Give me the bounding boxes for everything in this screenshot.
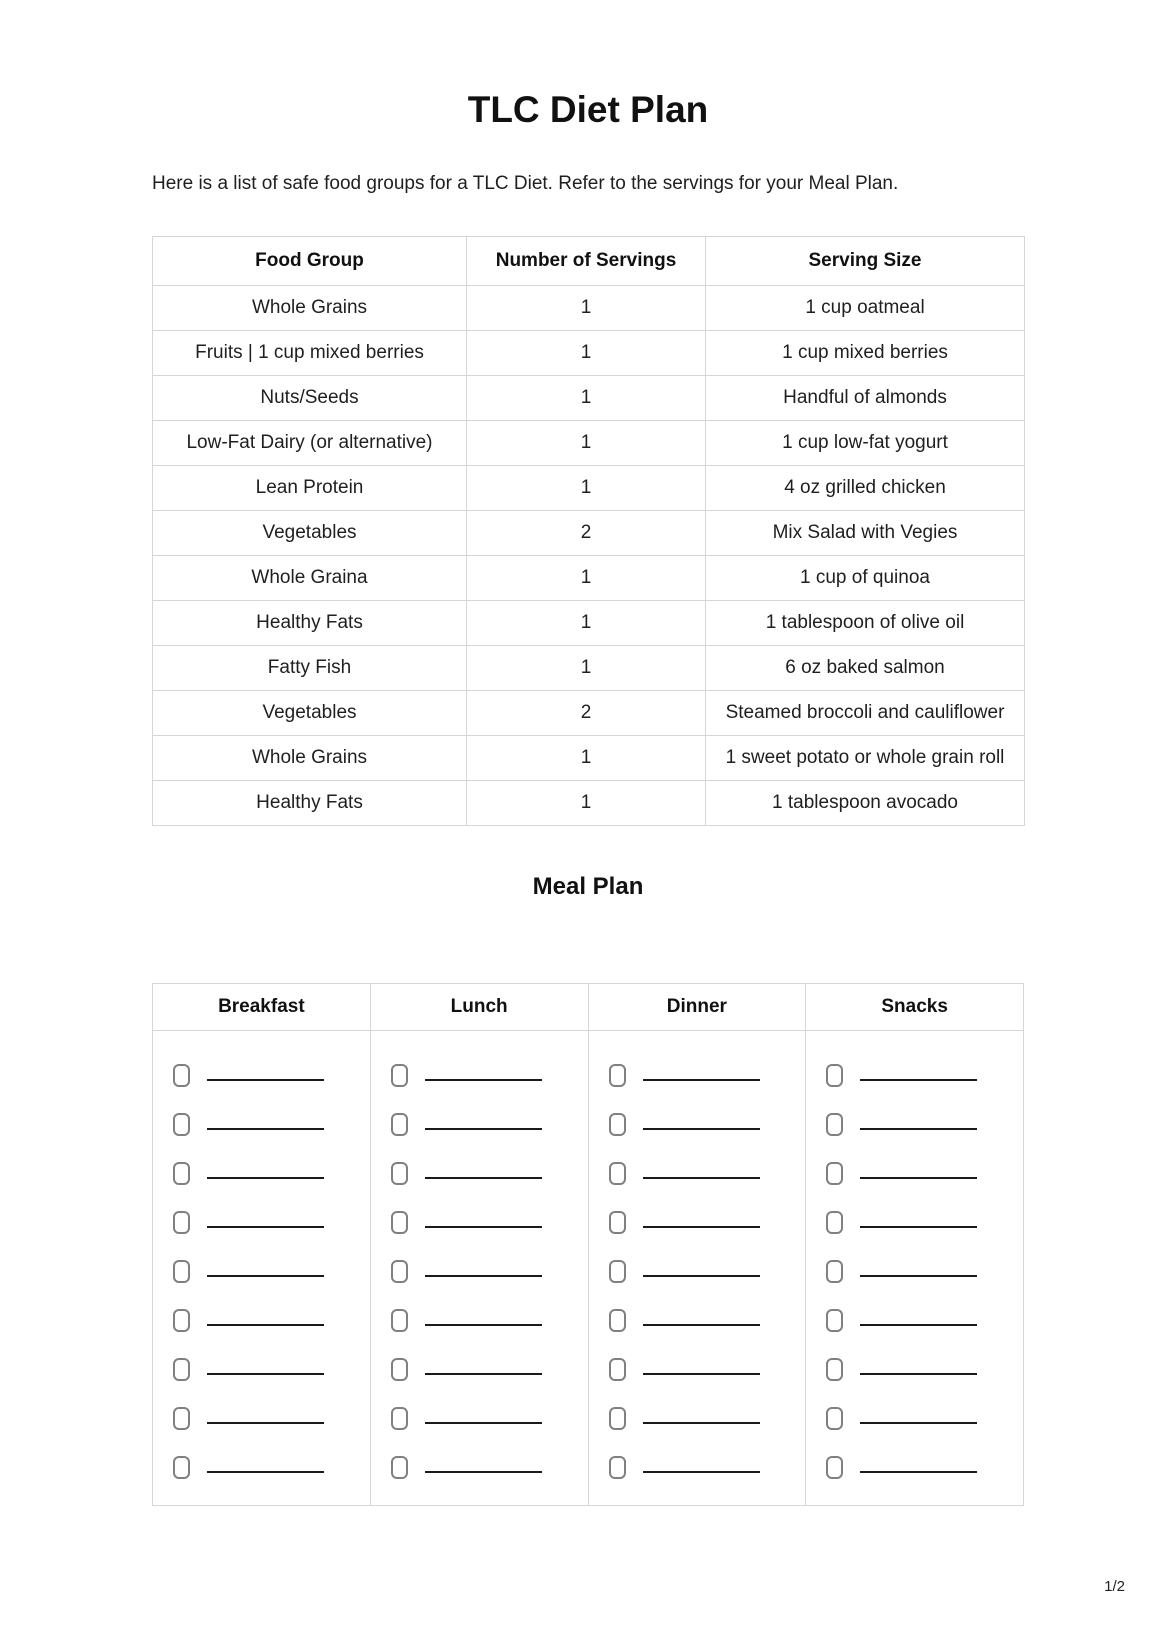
meal-entry (609, 1456, 806, 1479)
meal-entry-checkbox[interactable] (391, 1162, 408, 1185)
meal-entry (173, 1260, 370, 1283)
food-table-row (153, 781, 1025, 826)
meal-entry (391, 1064, 588, 1087)
food-table-cell-serving-size: 1 cup of quinoa (706, 556, 1025, 601)
food-table-cell-food-group: Vegetables (153, 511, 467, 556)
meal-entry-write-line[interactable] (860, 1226, 977, 1228)
meal-entry-checkbox[interactable] (826, 1358, 843, 1381)
food-table-header-number-of-servings: Number of Servings (467, 237, 706, 286)
meal-entry-checkbox[interactable] (609, 1309, 626, 1332)
meal-entry-write-line[interactable] (643, 1177, 760, 1179)
meal-entry (173, 1162, 370, 1185)
meal-entry-checkbox[interactable] (391, 1456, 408, 1479)
meal-entry-write-line[interactable] (425, 1275, 542, 1277)
food-table-cell-servings: 1 (467, 376, 706, 421)
food-table-cell-servings: 1 (467, 736, 706, 781)
meal-entry (391, 1113, 588, 1136)
meal-entry (609, 1358, 806, 1381)
meal-entry-checkbox[interactable] (173, 1211, 190, 1234)
meal-entry-checkbox[interactable] (173, 1407, 190, 1430)
meal-entry (609, 1260, 806, 1283)
food-table-cell-food-group: Whole Grains (153, 736, 467, 781)
food-table-cell-serving-size: 1 sweet potato or whole grain roll (706, 736, 1025, 781)
meal-entry-checkbox[interactable] (609, 1456, 626, 1479)
meal-entry-write-line[interactable] (207, 1177, 324, 1179)
meal-entry-checkbox[interactable] (391, 1113, 408, 1136)
food-table-cell-serving-size: Handful of almonds (706, 376, 1025, 421)
meal-entry-checkbox[interactable] (391, 1064, 408, 1087)
food-table-cell-food-group: Healthy Fats (153, 781, 467, 826)
meal-entry (173, 1064, 370, 1087)
meal-entry-write-line[interactable] (643, 1079, 760, 1081)
meal-entry (391, 1358, 588, 1381)
meal-entry-checkbox[interactable] (826, 1211, 843, 1234)
page-title: TLC Diet Plan (467, 89, 709, 130)
meal-entry-checkbox[interactable] (826, 1064, 843, 1087)
meal-entry-checkbox[interactable] (173, 1260, 190, 1283)
meal-plan-head (153, 984, 1024, 1031)
food-table-cell-serving-size: 1 cup oatmeal (706, 286, 1025, 331)
meal-entry-checkbox[interactable] (826, 1309, 843, 1332)
meal-entry-write-line[interactable] (425, 1422, 542, 1424)
food-table-cell-serving-size: 4 oz grilled chicken (706, 466, 1025, 511)
food-table-cell-servings: 1 (467, 286, 706, 331)
meal-entry-checkbox[interactable] (173, 1064, 190, 1087)
meal-entry-checkbox[interactable] (391, 1407, 408, 1430)
meal-entry-write-line[interactable] (207, 1079, 324, 1081)
page-number: 1/2 (1104, 1578, 1125, 1595)
meal-entry-write-line[interactable] (860, 1128, 977, 1130)
food-table-cell-food-group: Nuts/Seeds (153, 376, 467, 421)
food-table-cell-food-group: Low-Fat Dairy (or alternative) (153, 421, 467, 466)
meal-plan-header-snacks: Snacks (806, 984, 1024, 1031)
meal-entry-write-line[interactable] (860, 1079, 977, 1081)
meal-entry-checkbox[interactable] (391, 1211, 408, 1234)
meal-entry-write-line[interactable] (207, 1422, 324, 1424)
meal-entry-write-line[interactable] (425, 1128, 542, 1130)
meal-entry-checkbox[interactable] (173, 1309, 190, 1332)
meal-entry (609, 1064, 806, 1087)
meal-entry (826, 1162, 1023, 1185)
meal-entry-checkbox[interactable] (391, 1309, 408, 1332)
meal-plan-body (153, 1031, 1024, 1506)
meal-plan-column-breakfast (153, 1031, 371, 1506)
meal-entry-checkbox[interactable] (173, 1113, 190, 1136)
meal-entry-write-line[interactable] (207, 1275, 324, 1277)
meal-entry (826, 1113, 1023, 1136)
meal-entry (609, 1162, 806, 1185)
food-table-cell-servings: 1 (467, 421, 706, 466)
meal-entry-write-line[interactable] (425, 1226, 542, 1228)
food-table-row (153, 286, 1025, 331)
food-table-cell-servings: 1 (467, 556, 706, 601)
food-table-cell-serving-size: 1 tablespoon of olive oil (706, 601, 1025, 646)
meal-entry-checkbox[interactable] (826, 1407, 843, 1430)
meal-plan-column-snacks (806, 1031, 1024, 1506)
food-table-row (153, 691, 1025, 736)
food-table-row (153, 331, 1025, 376)
meal-entry-write-line[interactable] (207, 1128, 324, 1130)
meal-entry (391, 1211, 588, 1234)
food-table-row (153, 601, 1025, 646)
meal-entry-write-line[interactable] (643, 1275, 760, 1277)
food-table-row (153, 421, 1025, 466)
food-table-row (153, 736, 1025, 781)
meal-plan-header-dinner: Dinner (588, 984, 806, 1031)
food-table-row (153, 376, 1025, 421)
meal-entry-write-line[interactable] (207, 1324, 324, 1326)
meal-entry (609, 1113, 806, 1136)
document-content (152, 88, 1024, 1506)
meal-entry-write-line[interactable] (860, 1471, 977, 1473)
food-table-header-row (153, 237, 1025, 286)
meal-plan-column-lunch (370, 1031, 588, 1506)
meal-entry-checkbox[interactable] (173, 1162, 190, 1185)
meal-entry-checkbox[interactable] (826, 1113, 843, 1136)
meal-entry-write-line[interactable] (643, 1422, 760, 1424)
meal-entry (173, 1407, 370, 1430)
food-table-header-food-group: Food Group (153, 237, 467, 286)
food-table-cell-serving-size: 6 oz baked salmon (706, 646, 1025, 691)
food-table-cell-serving-size: 1 cup mixed berries (706, 331, 1025, 376)
meal-entry (826, 1211, 1023, 1234)
meal-entry (391, 1456, 588, 1479)
meal-entry-checkbox[interactable] (826, 1456, 843, 1479)
meal-plan-header-breakfast: Breakfast (153, 984, 371, 1031)
meal-entry-write-line[interactable] (425, 1079, 542, 1081)
food-group-table (152, 236, 1025, 826)
meal-entry-checkbox[interactable] (609, 1407, 626, 1430)
meal-entry (609, 1309, 806, 1332)
meal-entry (826, 1260, 1023, 1283)
food-table-row (153, 556, 1025, 601)
meal-entry (391, 1260, 588, 1283)
meal-entry-write-line[interactable] (860, 1177, 977, 1179)
meal-plan-heading: Meal Plan (532, 873, 644, 900)
food-table-header-serving-size: Serving Size (706, 237, 1025, 286)
meal-entry-checkbox[interactable] (609, 1113, 626, 1136)
meal-entry (391, 1162, 588, 1185)
meal-entry-checkbox[interactable] (391, 1358, 408, 1381)
meal-entry (609, 1211, 806, 1234)
food-table-cell-serving-size: 1 tablespoon avocado (706, 781, 1025, 826)
food-table-cell-serving-size: Steamed broccoli and cauliflower (706, 691, 1025, 736)
meal-entry-write-line[interactable] (643, 1324, 760, 1326)
food-table-cell-servings: 1 (467, 601, 706, 646)
food-table-row (153, 646, 1025, 691)
meal-entry-write-line[interactable] (425, 1324, 542, 1326)
food-table-cell-food-group: Whole Grains (153, 286, 467, 331)
meal-entry (826, 1358, 1023, 1381)
meal-entry-checkbox[interactable] (609, 1064, 626, 1087)
meal-entry-checkbox[interactable] (826, 1162, 843, 1185)
meal-entry-write-line[interactable] (643, 1373, 760, 1375)
meal-entry-write-line[interactable] (643, 1128, 760, 1130)
food-table-cell-servings: 1 (467, 331, 706, 376)
meal-entry (826, 1309, 1023, 1332)
meal-plan-body-row (153, 1031, 1024, 1506)
food-table-cell-food-group: Whole Graina (153, 556, 467, 601)
meal-entry (173, 1113, 370, 1136)
meal-entry-write-line[interactable] (860, 1422, 977, 1424)
meal-entry-write-line[interactable] (425, 1373, 542, 1375)
meal-entry-write-line[interactable] (860, 1373, 977, 1375)
meal-entry (826, 1407, 1023, 1430)
food-table-cell-servings: 1 (467, 466, 706, 511)
meal-entry-checkbox[interactable] (609, 1211, 626, 1234)
meal-entry-checkbox[interactable] (826, 1260, 843, 1283)
food-table-row (153, 466, 1025, 511)
meal-entry-checkbox[interactable] (609, 1162, 626, 1185)
meal-entry-checkbox[interactable] (391, 1260, 408, 1283)
meal-entry-write-line[interactable] (207, 1226, 324, 1228)
food-table-cell-servings: 1 (467, 646, 706, 691)
meal-entry (391, 1407, 588, 1430)
food-table-cell-servings: 1 (467, 781, 706, 826)
intro-text: Here is a list of safe food groups for a TLC Diet. Refer to the servings for your Meal Plan. (152, 173, 899, 194)
food-table-cell-food-group: Lean Protein (153, 466, 467, 511)
food-table-head (153, 237, 1025, 286)
meal-entry-write-line[interactable] (860, 1324, 977, 1326)
meal-plan-header-row (153, 984, 1024, 1031)
meal-plan-column-dinner (588, 1031, 806, 1506)
meal-entry-write-line[interactable] (643, 1471, 760, 1473)
meal-entry (826, 1456, 1023, 1479)
meal-entry (173, 1358, 370, 1381)
meal-entry (391, 1309, 588, 1332)
meal-entry-write-line[interactable] (425, 1177, 542, 1179)
food-table-cell-food-group: Fatty Fish (153, 646, 467, 691)
food-table-body (153, 286, 1025, 826)
meal-entry (609, 1407, 806, 1430)
meal-entry-write-line[interactable] (207, 1471, 324, 1473)
meal-entry-checkbox[interactable] (173, 1358, 190, 1381)
meal-entry-write-line[interactable] (643, 1226, 760, 1228)
meal-plan-header-lunch: Lunch (370, 984, 588, 1031)
food-table-cell-food-group: Fruits | 1 cup mixed berries (153, 331, 467, 376)
meal-entry-write-line[interactable] (425, 1471, 542, 1473)
meal-plan-table (152, 983, 1024, 1506)
meal-entry (173, 1211, 370, 1234)
food-table-cell-servings: 2 (467, 691, 706, 736)
meal-entry-write-line[interactable] (860, 1275, 977, 1277)
food-table-cell-servings: 2 (467, 511, 706, 556)
meal-entry (173, 1309, 370, 1332)
food-table-cell-serving-size: Mix Salad with Vegies (706, 511, 1025, 556)
meal-entry-checkbox[interactable] (609, 1358, 626, 1381)
meal-entry-write-line[interactable] (207, 1373, 324, 1375)
meal-entry (826, 1064, 1023, 1087)
food-table-cell-food-group: Vegetables (153, 691, 467, 736)
food-table-row (153, 511, 1025, 556)
food-table-cell-food-group: Healthy Fats (153, 601, 467, 646)
meal-entry (173, 1456, 370, 1479)
food-table-cell-serving-size: 1 cup low-fat yogurt (706, 421, 1025, 466)
meal-entry-checkbox[interactable] (173, 1456, 190, 1479)
meal-entry-checkbox[interactable] (609, 1260, 626, 1283)
